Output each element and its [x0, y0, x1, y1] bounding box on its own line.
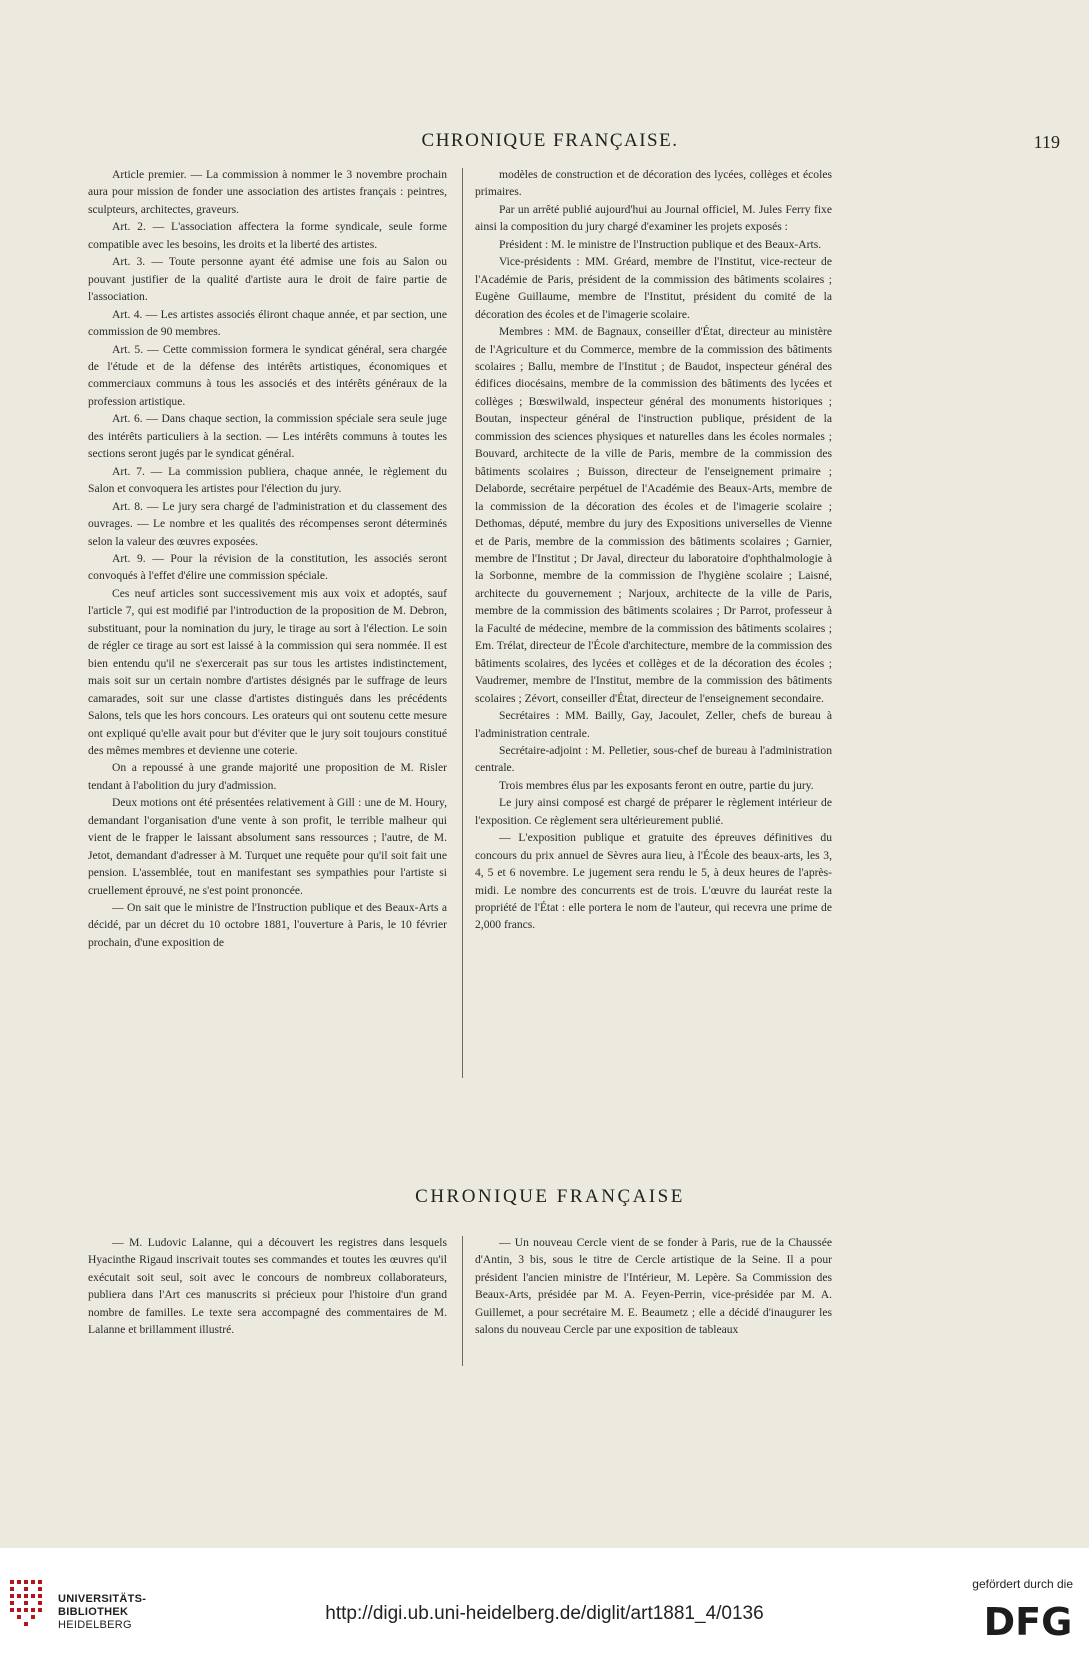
column-divider — [462, 1236, 463, 1366]
paragraph: Président : M. le ministre de l'Instruction publique et des Beaux-Arts. — [499, 237, 822, 251]
dfg-logo-text: DFG — [983, 1600, 1073, 1640]
footer-bar — [0, 1548, 1089, 1669]
sponsor-caption: gefördert durch die — [972, 1577, 1073, 1591]
paragraph: modèles de construction et de décoration des lycées, collèges et écoles primaires. — [475, 168, 832, 199]
paragraph: Secrétaires : MM. Bailly, Gay, Jacoulet, Zeller, chefs de bureau à l'administration centrale. — [475, 709, 832, 740]
paragraph: Art. 2. — L'association affectera la forme syndicale, seule forme compatible avec les besoins, les droits et la liberté des artistes. — [88, 220, 447, 251]
paragraph: — L'exposition publique et gratuite des épreuves définitives du concours du prix annuel de Sèvres aura lieu, à l'École des beaux-arts, les 3, 4, 5 et 6 novembre. Le jugement sera rendu le 5, à deux heures de l'après-midi. Le nombre des concurrents est de trois. L'œuvre du lauréat reste la propriété de l'État : elle portera le nom de l'auteur, qui recevra une prime de 2,000 francs. — [475, 831, 832, 932]
column-left — [88, 166, 447, 951]
paragraph: Art. 3. — Toute personne ayant été admise une fois au Salon ou pouvant justifier de la qualité d'artiste aura le droit de faire partie de l'association. — [88, 255, 447, 304]
column-right — [475, 166, 832, 934]
header-title: CHRONIQUE FRANÇAISE. — [421, 130, 679, 151]
paragraph: Vice-présidents : MM. Gréard, membre de l'Institut, vice-recteur de l'Académie de Paris, président de la commission des bâtiments scolaires ; Eugène Guillaume, membre de l'Institut, président du comité de la décoration des écoles et de l'imagerie scolaire. — [475, 255, 832, 321]
paragraph: Art. 7. — La commission publiera, chaque année, le règlement du Salon et convoquera les artistes pour l'élection du jury. — [88, 464, 447, 496]
paragraph: Secrétaire-adjoint : M. Pelletier, sous-chef de bureau à l'administration centrale. — [475, 743, 832, 775]
section2-column-left — [88, 1234, 447, 1339]
paragraph: Art. 4. — Les artistes associés éliront chaque année, et par section, une commission de 90 membres. — [88, 307, 447, 339]
paragraph: Ces neuf articles sont successivement mis aux voix et adoptés, sauf l'article 7, qui est modifié par l'introduction de la proposition de M. Debron, substituant, pour la nomination du jury, le tirage au sort à l'élection. Le soin de régler ce tirage au sort est laissé à la commission qui sera nommée. Il est bien entendu qu'il ne s'exercerait pas sur tous les artistes indistinctement, mais soit sur un certain nombre d'artistes désignés par le suffrage de leurs camarades, soit sur une classe d'artistes distingués dans les précédents Salons, tels que les hors concours. Les orateurs qui ont soutenu cette mesure ont expliqué qu'elle avait pour but d'éviter que le jury soit toujours constitué des mêmes membres et devienne une coterie. — [88, 586, 447, 757]
paragraph: Art. 5. — Cette commission formera le syndicat général, sera chargée de l'étude et de la défense des intérêts artistiques, économiques et commerciaux communs à tous les associés et des intérêts généraux de la profession artistique. — [88, 342, 447, 408]
column-divider — [462, 168, 463, 1078]
paragraph: — Un nouveau Cercle vient de se fonder à Paris, rue de la Chaussée d'Antin, 3 bis, sous le titre de Cercle artistique de la Seine. Il a pour président l'ancien ministre de l'Intérieur, M. Lepère. Sa Commission des Beaux-Arts, présidée par M. A. Feyen-Perrin, vice-présidée par M. A. Guillemet, a pour secrétaire M. E. Beaumetz ; elle a décidé d'inaugurer les salons du nouveau Cercle par une exposition de tableaux — [475, 1236, 832, 1337]
paragraph: Article premier. — La commission à nommer le 3 novembre prochain aura pour mission de fonder une association des artistes français : peintres, sculpteurs, architectes, graveurs. — [88, 168, 447, 216]
paragraph: Art. 6. — Dans chaque section, la commission spéciale sera seule juge des intérêts particuliers à la section. — Les intérêts communs à toutes les sections seront jugés par le syndicat général. — [88, 412, 447, 461]
paragraph: Par un arrêté publié aujourd'hui au Journal officiel, M. Jules Ferry fixe ainsi la composition du jury chargé d'examiner les projets exposés : — [475, 202, 832, 234]
paragraph: Art. 9. — Pour la révision de la constitution, les associés seront convoqués à l'effet d'élire une commission spéciale. — [88, 551, 447, 583]
paragraph: Le jury ainsi composé est chargé de préparer le règlement intérieur de l'exposition. Ce règlement sera ultérieurement publié. — [475, 796, 832, 827]
running-header — [40, 130, 1060, 158]
paragraph: Art. 8. — Le jury sera chargé de l'administration et du classement des ouvrages. — Le nombre et les qualités des récompenses seront déterminés selon la valeur des œuvres exposées. — [88, 499, 447, 548]
section-title: CHRONIQUE FRANÇAISE — [415, 1186, 685, 1207]
page-number: 119 — [1033, 132, 1060, 152]
dfg-logo-icon — [983, 1600, 1073, 1640]
source-url-link[interactable]: http://digi.ub.uni-heidelberg.de/diglit/art1881_4/0136 — [325, 1603, 764, 1624]
paragraph: — On sait que le ministre de l'Instruction publique et des Beaux-Arts a décidé, par un décret du 10 octobre 1881, l'ouverture à Paris, le 10 février prochain, d'une exposition de — [88, 901, 447, 949]
paragraph: On a repoussé à une grande majorité une proposition de M. Risler tendant à l'abolition du jury d'admission. — [88, 761, 447, 792]
library-name: UNIVERSITÄTS- BIBLIOTHEK HEIDELBERG — [58, 1593, 147, 1631]
paragraph: Membres : MM. de Bagnaux, conseiller d'État, directeur au ministère de l'Agriculture et du Commerce, membre de la commission des bâtiments scolaires ; Ballu, membre de l'Institut ; de Baudot, inspecteur général des édifices diocésains, membre de la commission des bâtiments des lycées et collèges ; Bœswilwald, inspecteur général des monuments historiques ; Boutan, inspecteur général de l'instruction publique, président de la commission des sciences physiques et naturelles dans les écoles normales ; Bouvard, architecte de la ville de Paris, membre de la commission des bâtiments scolaires ; Buisson, directeur de l'enseignement primaire ; Delaborde, secrétaire perpétuel de l'Académie des Beaux-Arts, membre de la commission de la décoration des écoles et de l'imagerie scolaire ; Dethomas, député, membre du jury des Expositions universelles de Vienne et de Paris, membre de la commission des bâtiments scolaires ; Garnier, membre de l'Institut ; Dr Javal, directeur du laboratoire d'ophthalmologie à la Sorbonne, membre de la commission de l'hygiène scolaire ; Laisné, architecte du gouvernement ; Narjoux, architecte de la ville de Paris, membre de la commission des bâtiments scolaires ; Dr Parrot, professeur à la Faculté de médecine, membre de la commission des bâtiments scolaires ; Em. Trélat, directeur de l'École d'architecture, membre de la commission des bâtiments scolaires, des lycées et collèges et de la décoration des écoles ; Vaudremer, membre de l'Institut, membre de la commission des bâtiments scolaires ; Zévort, conseiller d'État, directeur de l'enseignement secondaire. — [475, 325, 832, 705]
section2-column-right — [475, 1234, 832, 1339]
paragraph: — M. Ludovic Lalanne, qui a découvert les registres dans lesquels Hyacinthe Rigaud inscrivait toutes ses commandes et toutes les œuvres qu'il exécutait soit seul, soit avec le concours de nombreux collaborateurs, publiera dans l'Art ces manuscrits si précieux pour l'histoire d'un grand nombre de familles. Le texte sera accompagné des commentaires de M. Lalanne et brillamment illustré. — [88, 1236, 447, 1337]
paragraph: Trois membres élus par les exposants feront en outre, partie du jury. — [499, 778, 814, 792]
paragraph: Deux motions ont été présentées relativement à Gill : une de M. Houry, demandant l'organisation d'une vente à son profit, le terrible malheur qui vient de le frapper le laissant absolument sans ressources ; l'autre, de M. Jetot, demandant d'adresser à M. Turquet une requête pour qu'il soit fait une pension. L'assemblée, tout en manifestant ses sympathies pour l'artiste si cruellement éprouvé, ne s'est point prononcée. — [88, 796, 447, 897]
